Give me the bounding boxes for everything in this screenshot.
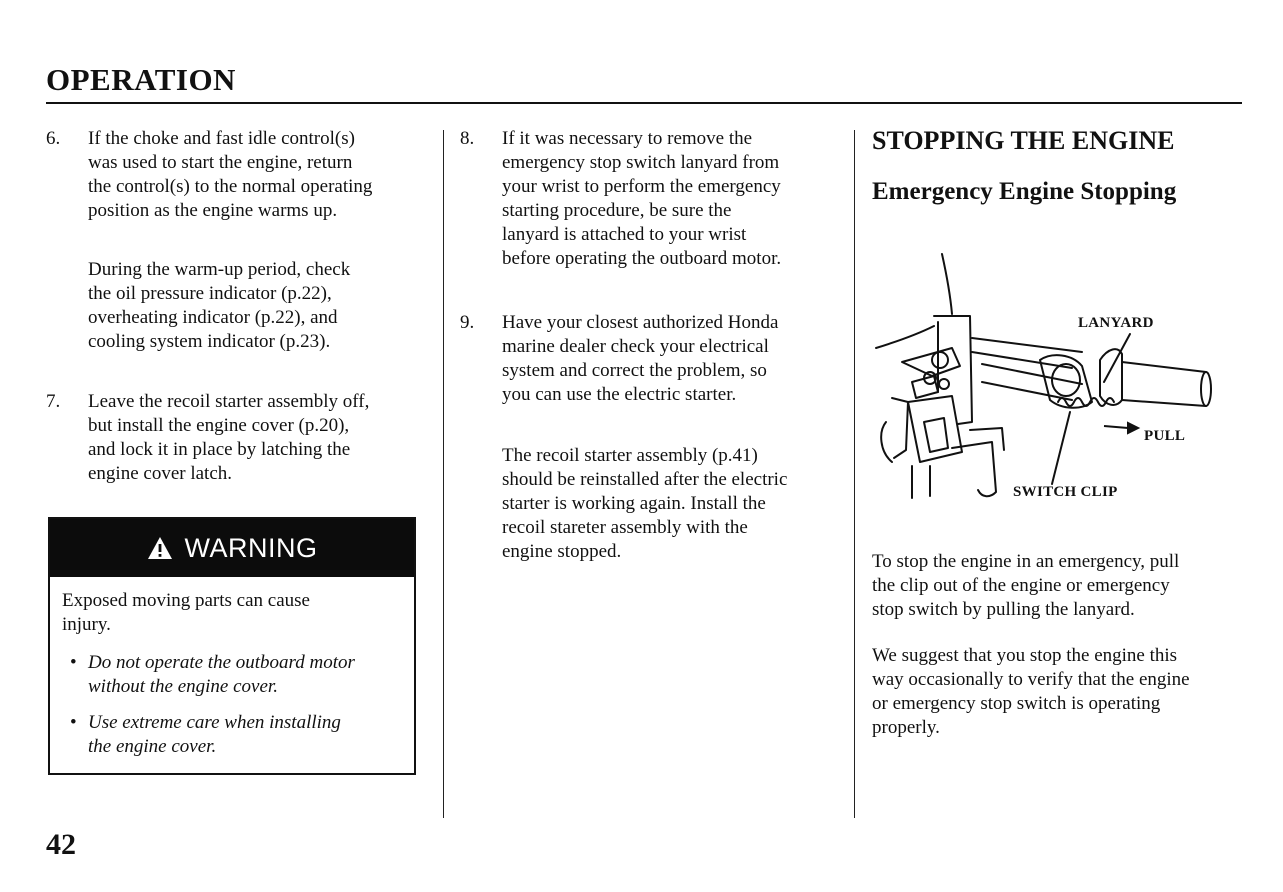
- text-line: but install the engine cover (p.20),: [88, 415, 350, 436]
- step-7: [46, 390, 436, 490]
- step-9: [460, 311, 850, 411]
- section-subheading: Emergency Engine Stopping: [872, 178, 1177, 205]
- label-lanyard: LANYARD: [1078, 315, 1154, 331]
- column-divider-2: [854, 130, 855, 818]
- text-line: or emergency stop switch is operating: [872, 693, 1161, 714]
- text-line: you can use the electric starter.: [502, 384, 737, 405]
- warning-bullet: [62, 711, 402, 759]
- column-divider-1: [443, 130, 444, 818]
- page-title: OPERATION: [46, 62, 236, 97]
- text-line: If it was necessary to remove the: [502, 128, 753, 149]
- text-line: starting procedure, be sure the: [502, 200, 732, 221]
- text-line: stop switch by pulling the lanyard.: [872, 599, 1135, 620]
- warning-lead: [62, 589, 402, 637]
- text-line: To stop the engine in an emergency, pull: [872, 551, 1180, 572]
- step-6-number: 6.: [46, 128, 61, 149]
- step-9-paragraph-2: [502, 444, 847, 564]
- text-line: and lock it in place by latching the: [88, 439, 351, 460]
- text-line: injury.: [62, 614, 111, 635]
- warning-box: [48, 517, 416, 775]
- text-line: way occasionally to verify that the engine: [872, 669, 1190, 690]
- text-line: recoil stareter assembly with the: [502, 517, 748, 538]
- step-7-number: 7.: [46, 391, 61, 412]
- warning-bullet: [62, 651, 402, 699]
- text-line: If the choke and fast idle control(s): [88, 128, 355, 149]
- emergency-stop-paragraph-2: [872, 644, 1262, 740]
- text-line: engine cover latch.: [88, 463, 233, 484]
- step-6: [46, 127, 436, 227]
- text-line: before operating the outboard motor.: [502, 248, 782, 269]
- text-line: the engine cover.: [88, 736, 217, 757]
- warning-bullet-list: [62, 651, 402, 759]
- text-line: starter is working again. Install the: [502, 493, 766, 514]
- warning-title: WARNING: [184, 532, 318, 563]
- step-9-number: 9.: [460, 312, 475, 333]
- text-line: Do not operate the outboard motor: [88, 652, 355, 673]
- text-line: engine stopped.: [502, 541, 622, 562]
- warning-body: [50, 577, 414, 759]
- warning-header: [50, 519, 414, 577]
- label-switch-clip: SWITCH CLIP: [1013, 484, 1118, 500]
- emergency-stop-figure: [872, 252, 1232, 512]
- text-line: your wrist to perform the emergency: [502, 176, 781, 197]
- section-heading: STOPPING THE ENGINE: [872, 126, 1175, 155]
- text-line: cooling system indicator (p.23).: [88, 331, 331, 352]
- text-line: Use extreme care when installing: [88, 712, 341, 733]
- label-pull: PULL: [1144, 428, 1186, 444]
- text-line: Leave the recoil starter assembly off,: [88, 391, 370, 412]
- text-line: was used to start the engine, return: [88, 152, 353, 173]
- page-number: 42: [46, 828, 76, 861]
- text-line: should be reinstalled after the electric: [502, 469, 788, 490]
- engine-switch-illustration: [872, 252, 1232, 512]
- text-line: system and correct the problem, so: [502, 360, 767, 381]
- text-line: the oil pressure indicator (p.22),: [88, 283, 332, 304]
- text-line: We suggest that you stop the engine this: [872, 645, 1178, 666]
- step-8-number: 8.: [460, 128, 475, 149]
- step-9-text: [502, 311, 778, 407]
- text-line: properly.: [872, 717, 940, 738]
- text-line: position as the engine warms up.: [88, 200, 338, 221]
- text-line: Exposed moving parts can cause: [62, 590, 310, 611]
- emergency-stop-paragraph-1: [872, 550, 1262, 622]
- text-line: During the warm-up period, check: [88, 259, 351, 280]
- warning-triangle-icon: [147, 536, 173, 560]
- text-line: emergency stop switch lanyard from: [502, 152, 780, 173]
- step-6-paragraph-2: [88, 258, 433, 354]
- step-8-text: [502, 127, 781, 271]
- step-6-text: [88, 127, 372, 223]
- bullet-dot: •: [70, 712, 77, 733]
- bullet-dot: •: [70, 652, 77, 673]
- text-line: without the engine cover.: [88, 676, 278, 697]
- text-line: The recoil starter assembly (p.41): [502, 445, 758, 466]
- text-line: lanyard is attached to your wrist: [502, 224, 747, 245]
- step-7-text: [88, 390, 369, 486]
- text-line: Have your closest authorized Honda: [502, 312, 779, 333]
- text-line: overheating indicator (p.22), and: [88, 307, 338, 328]
- text-line: marine dealer check your electrical: [502, 336, 769, 357]
- title-rule: [46, 102, 1242, 104]
- text-line: the clip out of the engine or emergency: [872, 575, 1170, 596]
- text-line: the control(s) to the normal operating: [88, 176, 373, 197]
- step-8: [460, 127, 850, 277]
